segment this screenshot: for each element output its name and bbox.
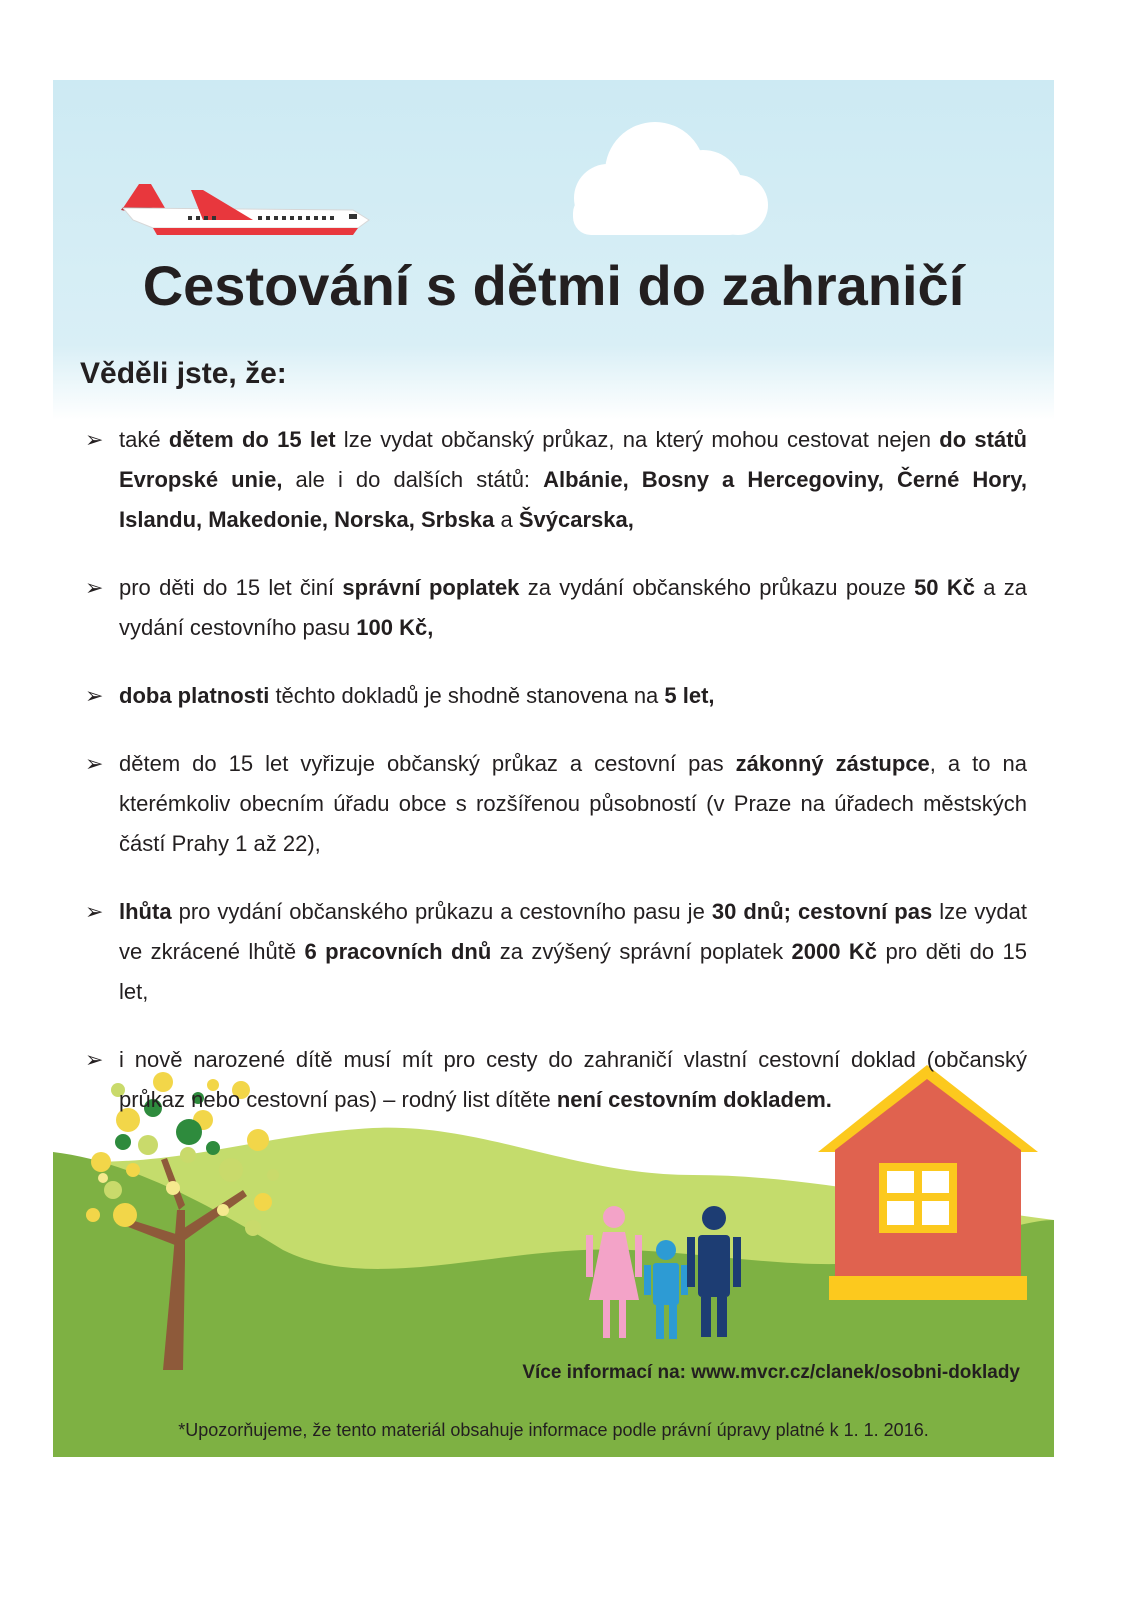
list-item: [85, 1040, 1027, 1120]
bold-text: 100 Kč,: [356, 615, 434, 640]
info-list: [85, 420, 1027, 1148]
text-segment: lze vydat občanský průkaz, na který mohou cestovat nejen: [335, 427, 940, 452]
text-segment: lze vydat ve zkrácené lhůtě: [119, 899, 1027, 964]
text-segment: pro děti do 15 let,: [119, 939, 1027, 1004]
bold-text: zákonný zástupce: [735, 751, 930, 776]
list-item: [85, 744, 1027, 864]
more-info-text: Více informací na: www.mvcr.cz/clanek/osobni-doklady: [522, 1362, 1020, 1383]
list-item: [85, 676, 1027, 716]
bold-text: 6 pracovních dnů: [304, 939, 492, 964]
list-item: [85, 420, 1027, 540]
bold-text: Švýcarska,: [518, 507, 634, 532]
list-item: [85, 568, 1027, 648]
text-segment: těchto dokladů je shodně stanovena na: [269, 683, 665, 708]
list-item: [85, 892, 1027, 1012]
text-segment: a: [494, 507, 519, 532]
disclaimer-text: *Upozorňujeme, že tento materiál obsahuje informace podle právní úpravy platné k 1. 1. 2016.: [178, 1420, 929, 1440]
text-segment: ale i do dalších států:: [282, 467, 544, 492]
bold-text: do států Evropské unie,: [119, 427, 1027, 492]
page-title: Cestování s dětmi do zahraničí: [142, 254, 965, 317]
intro-heading: Věděli jste, že:: [80, 357, 287, 390]
bold-text: 50 Kč: [914, 575, 975, 600]
text-segment: pro děti do 15 let činí: [119, 575, 343, 600]
bold-text: 5 let,: [664, 683, 715, 708]
text-segment: i nově narozené dítě musí mít pro cesty do zahraničí vlastní cestovní doklad (občanský průkaz nebo cestovní pas) – rodný list dítěte: [119, 1047, 1027, 1112]
bold-text: správní poplatek: [342, 575, 520, 600]
text-segment: za vydání občanského průkazu pouze: [519, 575, 915, 600]
bold-text: doba platnosti: [119, 683, 270, 708]
bold-text: 30 dnů; cestovní pas: [711, 899, 933, 924]
text-segment: , a to na kterémkoliv obecním úřadu obce s rozšířenou působností (v Praze na úřadech městských částí Prahy 1 až 22),: [119, 751, 1027, 856]
arrowhead-bullet-icon: ➢: [85, 683, 104, 708]
bold-text: 2000 Kč: [791, 939, 878, 964]
text-segment: pro vydání občanského průkazu a cestovního pasu je: [171, 899, 712, 924]
arrowhead-bullet-icon: ➢: [85, 575, 104, 600]
arrowhead-bullet-icon: ➢: [85, 751, 104, 776]
bold-text: Albánie, Bosny a Hercegoviny, Černé Hory, Islandu, Makedonie, Norska, Srbska: [119, 467, 1027, 532]
bold-text: lhůta: [119, 899, 172, 924]
text-segment: za zvýšený správní poplatek: [491, 939, 792, 964]
text-segment: a za vydání cestovního pasu: [119, 575, 1027, 640]
bold-text: dětem do 15 let: [168, 427, 336, 452]
arrowhead-bullet-icon: ➢: [85, 427, 104, 452]
arrowhead-bullet-icon: ➢: [85, 1047, 104, 1072]
text-segment: také: [119, 427, 169, 452]
arrowhead-bullet-icon: ➢: [85, 899, 104, 924]
bold-text: není cestovním dokladem.: [556, 1087, 832, 1112]
poster: [53, 80, 1054, 1457]
text-segment: dětem do 15 let vyřizuje občanský průkaz a cestovní pas: [119, 751, 736, 776]
